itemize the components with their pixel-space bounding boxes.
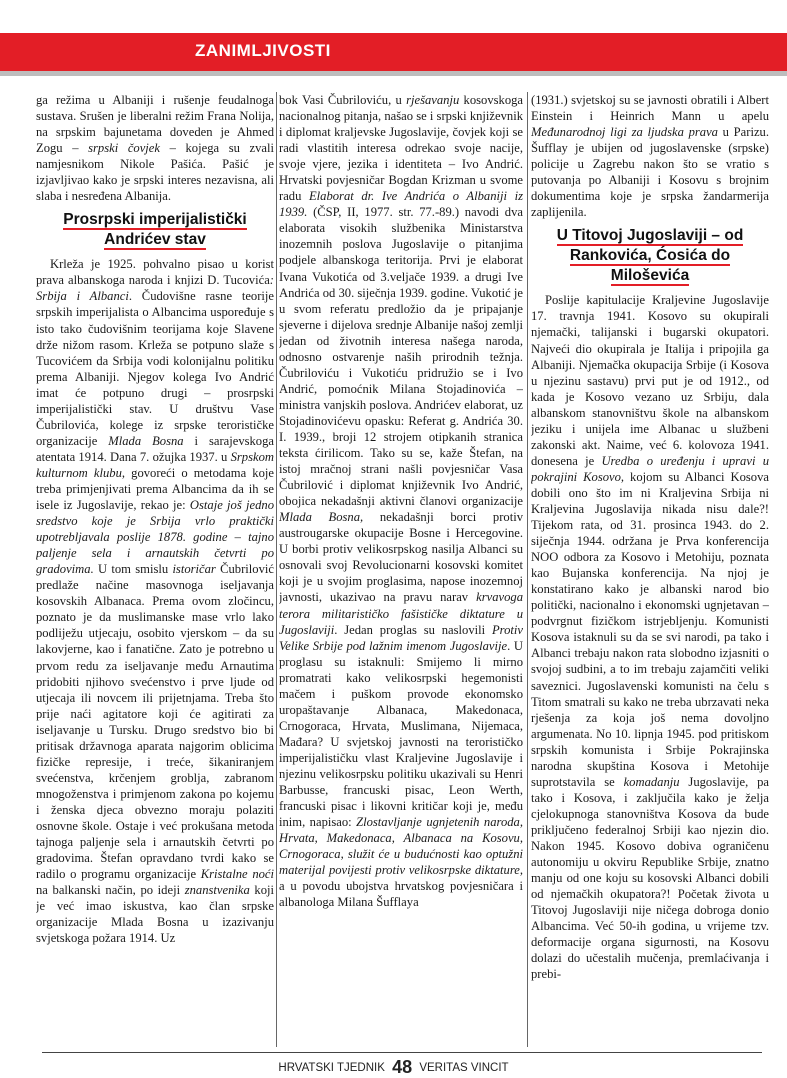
column-divider (527, 92, 528, 1047)
paragraph: (1931.) svjetskoj su se javnosti obratili i Albert Einstein i Heinrich Mann u apelu Međunarodnoj ligi za ljudska prava u Parizu. Šufflay je ubijen od jugoslavenske (srpske) policije u Zagrebu nakon što se vratio s putovanja po Albaniji i Kosovu s brojnim dokumentima koje je srpska žandarmerija zaplijenila. (531, 93, 769, 220)
footer-rule (42, 1052, 762, 1053)
subheading: Prosrpski imperijalistički Andrićev stav (63, 211, 247, 249)
column-3 (531, 92, 769, 1047)
paragraph: bok Vasi Čubriloviću, u rješavanju kosovskoga nacionalnog pitanja, našao se i srpski književnik i diplomat kraljevske Jugoslavije, čovjek koji se radi vlastitih interesa odrekao svoje nacije, svoje vjere, jezika i identiteta – Ivo Andrić. Hrvatski povjesničar Bogdan Krizman u svome radu Elaborat dr. Ive Andrića o Albaniji iz 1939. (ČSP, II, 1977. str. 77.-89.) navodi dva elaborata visokih službenika Ministarstva inozemnih poslova Jugoslavije o pitanjima podjele albanskoga teritorija. Prvi je elaborat Ivana Vukotića od 3.veljače 1939. a drugi Ive Andrića od 30. siječnja 1939. godine. Vukotić je u svom referatu predložio da je pripajanje sjeverne i dijelova srednje Albanije našoj zemlji jedan od životnih interesa našega naroda, odnosno ostvarenje naših prirodnih težnja. Čubriloviću i Vukotiću pridružio se i Ivo Andrić, pomoćnik Milana Stojadinovića – ministra vanjskih poslova. Andrićev elaborat, uz Stojadinovićevu opasku: Referat g. Andrića 30. I. 1939., broji 12 strojem otipkanih stranica teksta ćirilicom. Tako su se, kaže Štefan, na istoj mračnoj strani našli povjesničar Vasa Čubrilović i diplomat književnik Ivo Andrić, obojica nekadašnji aktivni članovi organizacije Mlada Bosna, nekadašnji borci protiv austrougarske okupacije Bosne i Hercegovine. U borbi protiv velikosrpskog nasilja Albanci su osnovali svoj Revolucionarni kosovski komitet koji je u svojim proglasima, napose inozemnoj javnosti, ukazivao na pravu narav krvavoga terora militarističko fašističke diktature u Jugoslaviji. Jedan proglas su naslovili Protiv Velike Srbije pod lažnim imenom Jugoslavije. U proglasu su istaknuli: Smijemo li mirno promatrati kako velikosrpski hegemonisti mačem i puškom provode ekonomsko uropaštavanje Albanaca, Makedonaca, Crnogoraca, Hrvata, Muslimana, Nijemaca, Mađara? U svjetskoj javnosti na terorističko imperijalističku vlast Kraljevine Jugoslavije i njezinu velikosrpsku politiku ukazivali su Henri Barbusse, francuski pisac, Leon Werth, francuski pisac i likovni kritičar koji je, među inim, napisao: Zlostavljanje ugnjetenih naroda, Hrvata, Makedonaca, Albanaca na Kosovu, Crnogoraca, služit će u budućnosti kao optužni materijal povijesti protiv velikosrpske diktature, a u povodu ubojstva hrvatskog povjesničara i albanologa Milana Šufflaya (279, 93, 523, 910)
section-header (0, 33, 787, 71)
column-2 (279, 92, 523, 1047)
paragraph: Poslije kapitulacije Kraljevine Jugoslavije 17. travnja 1941. Kosovo su okupirali njemački, talijanski i bugarski okupatori. Najveći dio okupirala je Italija i pripojila ga Albaniji. Njemačka okupacija Srbije (i Kosova u njezinu sastavu) prvi put je od 1912., od kada je Kosovo vezano uz Srbiju, dala albanskom stanovništvu škole na albanskom jeziku i unijela ime Albanac u službeni zakonski akt. Naime, već 6. kolovoza 1941. donesena je Uredba o uređenju i upravi u pokrajini Kosovo, kojom su Albanci Kosova dobili ono što im ni Kraljevina Srbija ni Kraljevina Jugoslavija nikada nisu dale?! Tijekom rata, od 31. prosinca 1943. do 2. siječnja 1944. održana je Prva konferencija NOO odbora za Kosovo i Metohiju, poznata kao Bujanska konferencija. Na njoj je konstatirano kako je albanski narod bio politički, nacionalno i ekonomski ugnjetavan – podvrgnut fizičkom istrjebljenju. Komunisti Kosova istaknuli su da se svi narodi, pa tako i Albanci trebaju nakon rata slobodno izjasniti o svojoj sudbini, a to im trebaju zajamčiti veliki saveznici. Jugoslavenski komunisti na čelu s Titom smatrali su kako ne treba ubrzavati neka rješenja za koja još nema dovoljno argumenata. No 10. lipnja 1945. pod pritiskom srpskih komunista i Srbije Pokrajinska narodna skupština Kosova i Metohije suprotstavila se komadanju Jugoslavije, pa tako i Kosova, i zaključila kako je želja cjelokupnoga stanovništva Kosova da bude priključeno federalnoj Srbiji kao njezin dio. Nakon 1945. Kosovo dobiva ograničenu autonomiju u okviru Republike Srbije, znatno manju od one koju su kosovski Albanci dobili od njemačkih okupatora?! Početak života u Titovoj Jugoslaviji nije ničega dobroga donio Albancima. Već 50-ih godina, u vrijeme tzv. deformacije organa sigurnosti, na Kosovu dolazi do učestalih mučenja, premlaćivanja i prebi- (531, 293, 769, 982)
top-margin (0, 0, 787, 26)
motto: VERITAS VINCIT (419, 1062, 509, 1074)
header-band (0, 33, 787, 71)
subheading: U Titovoj Jugoslaviji – od Rankovića, Ćosića do Miloševića (556, 227, 744, 285)
publication-name: HRVATSKI TJEDNIK (278, 1062, 385, 1074)
section-title: ZANIMLJIVOSTI (195, 41, 331, 60)
paragraph: ga režima u Albaniji i rušenje feudalnoga sustava. Srušen je liberalni režim Frana Nolija, na srpskim bajunetama doveden je Ahmed Zogu – srpski čovjek – kojega su zvali namjesnikom Nikole Pašića. Pašić je izjavljivao kako je srpski interes nezavisna, ali slaba i nesređena Albanija. (36, 93, 274, 204)
column-1 (36, 92, 274, 1047)
page-number: 48 (392, 1057, 413, 1077)
paragraph: Krleža je 1925. pohvalno pisao u korist prava albanskoga naroda i knjizi D. Tucovića: Srbija i Albanci. Čudovišne rasne teorije srpskih imperijalista o Albancima uspoređuje s isto tako čudovišnim teorijama koje Slavene drže nižom rasom. Krleža se potpuno slaže s Tucovićem da Srbija vodi kolonijalnu politiku prema Albaniji. Njegov kolega Ivo Andrić imat će potpuno drugi – prosrpski imperijalistički stav. U društvu Vase Čubrilovića, kolege iz srpske terorističke organizacije Mlada Bosna i sarajevskoga atentata 1914. Dana 7. ožujka 1937. u Srpskom kulturnom klubu, govoreći o metodama koje treba primjenjivati prema Albancima da ih se isele iz Jugoslavije, rekao je: Ostaje još jedno sredstvo koje je Srbija vrlo praktički upotrebljavala poslije 1878. godine – tajno paljenje sela i arnautskih četvrti po gradovima. U tom smislu istoričar Čubrilović predlaže načine masovnoga iseljavanja kosovskih Albanaca. Prema ovom zločincu, poznato je da muslimanske mase vrlo lako podliježu utjecaju, osobito vjerskom – da su lakovjerne, kao i fanatične. Zato je potrebno u prvom redu za iseljavanje među Arnautima pridobiti njihovo svećenstvo i prve ljude od utjecaja ili novcem ili prijetnjama. Treba što prije naći agitatore koji će agitirati za iseljavanje u Tursku. Drugo sredstvo bio bi pritisak državnoga aparata najgorim oblicima fizičke represije, i treće, šikaniranjem svećenstva, krčenjem groblja, zabranom mnogoženstva i primjenom zakona po kojemu i ženska djeca obvezno moraju polaziti osnovne škole. Ostaje i već prokušana metoda tajnoga paljenje sela i arnautskih četvrti po gradovima. Štefan opravdano tvrdi kako se radilo o programu organizacije Kristalne noći na balkanski način, po ideji znanstvenika koji je već imao iskustva, kao član srpske organizacije Mlada Bosna u izazivanju svjetskoga požara 1914. Uz (36, 257, 274, 946)
header-stripe (0, 71, 787, 76)
page-footer (0, 1057, 787, 1078)
column-divider (276, 92, 277, 1047)
